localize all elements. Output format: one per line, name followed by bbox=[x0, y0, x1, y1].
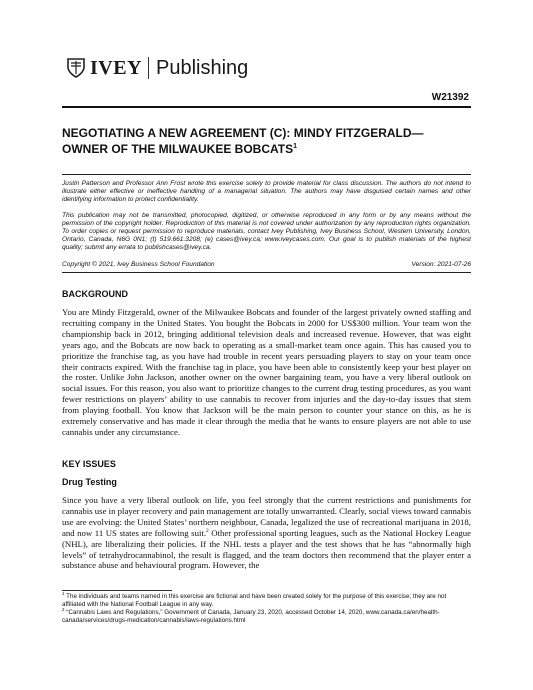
brand-subtitle: Publishing bbox=[156, 56, 249, 79]
footnote-2-text: “Cannabis Laws and Regulations,” Government of Canada, January 23, 2020, accessed October 14, 2020, www.canada.ca/en/health-canada/services/drugs-medication/cannabis/laws-regulations.html bbox=[62, 609, 440, 624]
footnote-1-mark: 1 bbox=[62, 590, 65, 596]
copyright-text: Copyright © 2021, Ivey Business School Foundation bbox=[62, 261, 215, 268]
copyright-row bbox=[62, 261, 471, 268]
header-rule bbox=[62, 106, 471, 108]
case-code: W21392 bbox=[431, 92, 469, 103]
footnote-2 bbox=[62, 606, 471, 624]
drug-testing-text-b: Other professional sporting leagues, such as the National Hockey League (NHL), are liberalizing their policies. If the NHL tests a player and the test shows that he has “abnormally high levels” of tetrahydrocannabinol, the result is flagged, and the team doctors then recommend that the player enter a substance abuse and behavioural program. However, the bbox=[62, 527, 471, 571]
key-issues-heading: KEY ISSUES bbox=[62, 459, 116, 469]
permissions-note: This publication may not be transmitted, photocopied, digitized, or otherwise reproduced in any form or by any means without the permission of the copyright holder. Reproduction of this material is not covered under authorization by any reproduction rights organization. To order copies or request permission to reproduce materials, contact Ivey Publishing, Ivey Business School, Western University, London, Ontario, Canada, N6G 0N1; (t) 519.661.3208; (e) cases@ivey.ca; www.iveycases.com. Our goal is to publish materials of the highest quality; submit any errata to publishcases@ivey.ca. bbox=[62, 212, 471, 252]
footnote-1-text: The individuals and teams named in this exercise are fictional and have been created solely for the purpose of this exercise; they are not affiliated with the National Football League in any way. bbox=[62, 593, 447, 608]
title-line-2-text: OWNER OF THE MILWAUKEE BOBCATS bbox=[62, 142, 294, 156]
drug-testing-heading: Drug Testing bbox=[62, 477, 117, 487]
version-text: Version: 2021-07-26 bbox=[411, 261, 471, 268]
title-line-2 bbox=[62, 140, 472, 156]
brand-name: IVEY bbox=[90, 56, 143, 79]
footnote-rule bbox=[62, 590, 172, 591]
ivey-publishing-logo bbox=[66, 56, 248, 80]
authors-note: Justin Patterson and Professor Ann Frost wrote this exercise solely to provide material for class discussion. The authors do not intend to illustrate either effective or ineffective handling of a managerial situation. The authors may have disguised certain names and other identifying information to protect confidentiality. bbox=[62, 180, 471, 204]
footnote-ref-2: 2 bbox=[206, 527, 209, 534]
brand-divider bbox=[148, 57, 149, 79]
background-paragraph: You are Mindy Fitzgerald, owner of the Milwaukee Bobcats and founder of the largest privately owned staffing and recruiting company in the United States. You bought the Bobcats in 2000 for US$300 million. Your team won the championship back in 2012, bringing additional television deals and increased revenue. However, that was eight years ago, and the Bobcats are now back to operating as a small-market team once again. This has caused you to prioritize the franchise tag, as you have had trouble in recent years persuading players to stay on your team once their contracts expired. With the franchise tag in place, you have been able to consistently keep your best player on the roster. Unlike John Jackson, another owner on the owner bargaining team, you have a very liberal outlook on social issues. For this reason, you also want to prioritize changes to the current drug testing procedures, as you want fewer restrictions on players’ ability to use cannabis to recover from injuries and the day-to-day issues that stem from playing football. You know that Jackson will be the main person to counter your stance on this, as he is extremely conservative and has made it clear through the media that he wants to ensure players are not able to use cannabis under any circumstance. bbox=[62, 307, 471, 437]
document-title bbox=[62, 126, 472, 156]
title-rule bbox=[62, 174, 471, 175]
drug-testing-text-a: Since you have a very liberal outlook on life, you feel strongly that the current restrictions and punishments for cannabis use in player recovery and pain management are totally unwarranted. Clearly, social views toward cannabis use are evolving: the United States’ northern neighbour, Canada, legalized the use of recreational marijuana in 2018, and now 11 US states are following suit. bbox=[62, 495, 471, 538]
shield-crest-icon bbox=[66, 57, 86, 79]
title-line-1: NEGOTIATING A NEW AGREEMENT (C): MINDY FITZGERALD— bbox=[62, 126, 424, 140]
footnote-2-mark: 2 bbox=[62, 606, 65, 612]
footnote-1 bbox=[62, 590, 471, 608]
background-heading: BACKGROUND bbox=[62, 289, 128, 299]
drug-testing-paragraph bbox=[62, 495, 471, 571]
title-footnote-mark: 1 bbox=[293, 143, 298, 150]
front-matter-rule bbox=[62, 272, 471, 273]
